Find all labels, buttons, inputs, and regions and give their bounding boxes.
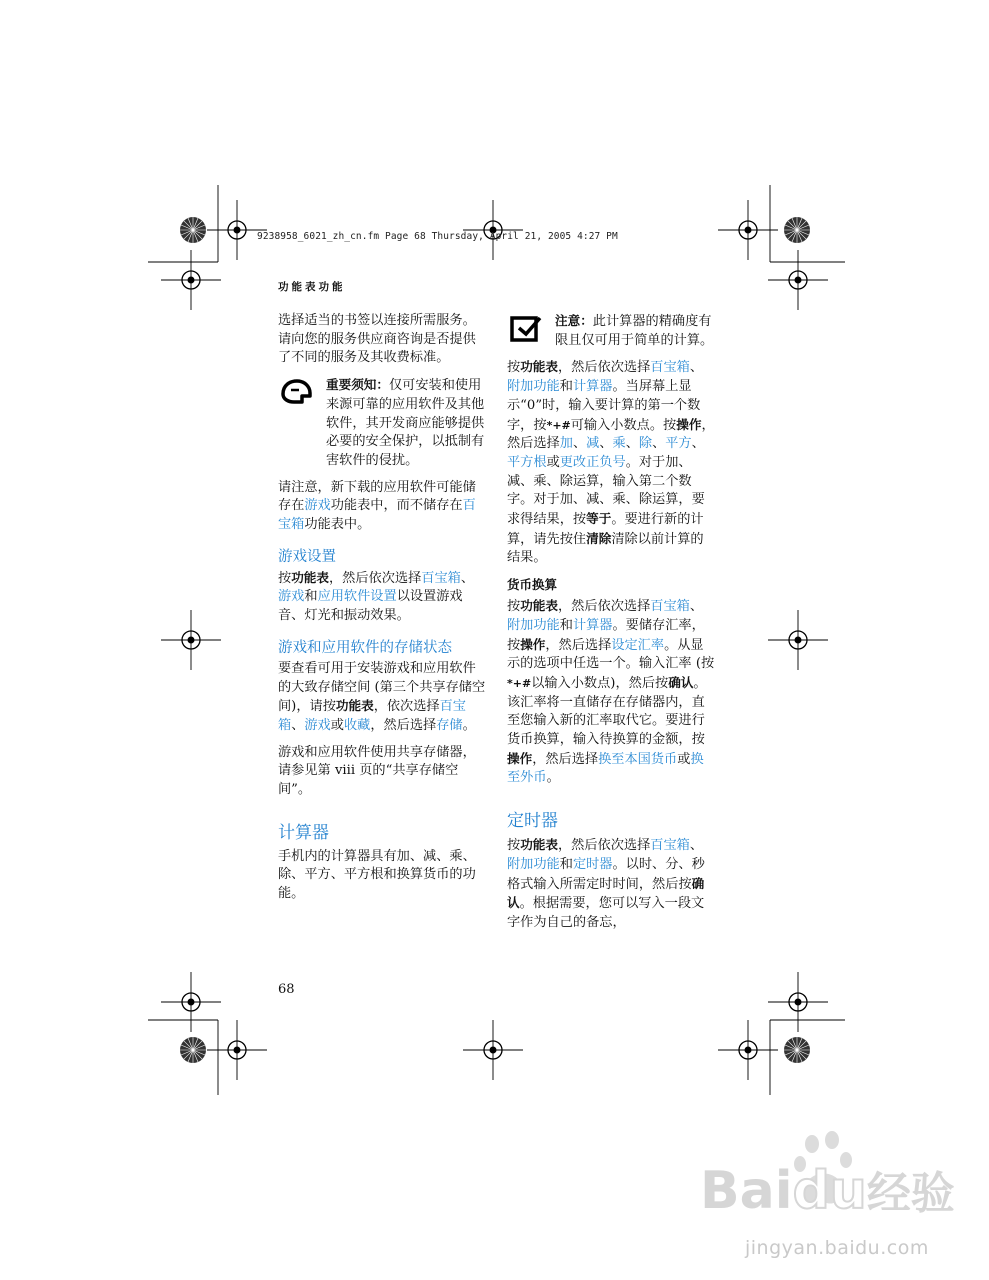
text: 、 xyxy=(689,360,704,376)
text: 。从显示的选项中任选一个。输入汇率 (按 xyxy=(507,637,715,672)
text: 和 xyxy=(559,617,573,633)
text: 、 xyxy=(689,599,704,615)
link-square[interactable]: 平方 xyxy=(665,436,692,452)
text: ，然后依次选择 xyxy=(328,570,422,586)
text: 按 xyxy=(507,599,521,615)
heading-storage-status: 游戏和应用软件的存储状态 xyxy=(278,639,452,656)
file-info-header: 9238958_6021_zh_cn.fm Page 68 Thursday, April 21, 2005 4:27 PM xyxy=(257,231,618,242)
heading-calculator: 计算器 xyxy=(278,822,329,843)
right-column xyxy=(507,312,715,941)
link-timer[interactable]: 定时器 xyxy=(572,856,613,872)
link-extras[interactable]: 附加功能 xyxy=(507,379,560,395)
timer-paragraph xyxy=(507,836,715,933)
calculator-paragraph xyxy=(507,358,715,568)
text: 或 xyxy=(546,454,560,470)
text: ，依次选择 xyxy=(373,699,440,715)
link-subtract[interactable]: 减 xyxy=(586,436,600,452)
text: 和 xyxy=(559,856,573,872)
text: ，然后依次选择 xyxy=(557,360,651,376)
link-games[interactable]: 游戏 xyxy=(304,498,331,514)
text: 。 xyxy=(462,717,476,733)
options-key: 操作 xyxy=(676,416,702,432)
link-square-root[interactable]: 平方根 xyxy=(507,454,547,470)
menu-key: 功能表 xyxy=(335,698,374,714)
text: 、 xyxy=(460,570,475,586)
equals-key: 等于 xyxy=(586,511,612,527)
important-note xyxy=(278,376,486,471)
text: 或 xyxy=(330,717,344,733)
watermark-logo-text: Baidu经验 xyxy=(700,1161,955,1221)
storage-paragraph xyxy=(278,660,486,736)
heading-currency-conversion: 货币换算 xyxy=(507,577,558,593)
menu-key: 功能表 xyxy=(520,359,558,375)
link-collection[interactable]: 百宝箱 xyxy=(650,599,690,615)
text: 。根据需要，您可以写入一段文字作为自己的备忘， xyxy=(507,896,705,930)
text: 要查看可用于安装游戏和应用软件的大致存储空间 (第三个共享存储空间)，请按 xyxy=(278,660,486,715)
note-icon xyxy=(509,314,543,351)
text: 。以时、分、秒格式输入所需定时时间，然后按 xyxy=(507,856,705,892)
text: 、 xyxy=(291,717,305,733)
text: 。要进行新的计算，请先按住 xyxy=(507,512,704,547)
text: ，然后选择 xyxy=(545,637,612,653)
text: 功能表中，而不储存在 xyxy=(330,498,463,514)
link-extras[interactable]: 附加功能 xyxy=(507,617,560,633)
link-app-settings[interactable]: 应用软件设置 xyxy=(317,589,397,605)
text: 以输入小数点)，然后按 xyxy=(531,675,669,691)
link-divide[interactable]: 除 xyxy=(638,436,653,452)
middle-marks xyxy=(161,610,828,670)
text: ，然后依次选择 xyxy=(557,838,651,854)
note-label: 注意： xyxy=(555,313,593,328)
note-text: 仅可安装和使用来源可靠的应用软件及其他软件，其开发商应能够提供必要的安全保护，以抵制有害软件的侵扰。 xyxy=(326,378,485,468)
section-label: 功能表功能 xyxy=(278,281,346,293)
link-collection[interactable]: 百宝箱 xyxy=(421,570,461,586)
link-collection[interactable]: 百宝箱 xyxy=(650,360,690,376)
options-key: 操作 xyxy=(520,636,546,652)
star-plus-hash-key-icon: *+# xyxy=(546,418,571,432)
text: 以设置游戏音、灯光和振动效果。 xyxy=(278,589,463,624)
text: 。当屏幕上显示“0”时，输入要计算的第一个数字，按 xyxy=(507,379,701,433)
ok-key: 确认 xyxy=(668,674,694,690)
link-collection[interactable]: 百宝箱 xyxy=(278,498,476,533)
text: 清除以前计算的结果。 xyxy=(507,531,704,566)
calculator-intro: 手机内的计算器具有加、减、乘、除、平方、平方根和换算货币的功能。 xyxy=(278,848,476,902)
note-label: 重要须知： xyxy=(326,377,389,393)
link-calculator[interactable]: 计算器 xyxy=(572,617,613,633)
watermark-url: jingyan.baidu.com xyxy=(745,1237,929,1259)
text: 。 xyxy=(546,770,560,786)
text: 、 xyxy=(625,436,639,452)
text: 。要储存汇率，按 xyxy=(507,617,705,653)
text: ，然后选择 xyxy=(507,417,715,452)
shared-memory-paragraph: 游戏和应用软件使用共享存储器，请参见第 viii 页的“共享存储空间”。 xyxy=(278,744,476,798)
text: 、 xyxy=(599,436,613,452)
star-plus-hash-key-icon: *+# xyxy=(507,676,532,690)
page-number: 68 xyxy=(278,982,295,997)
link-storage[interactable]: 存储 xyxy=(436,717,463,733)
link-change-sign[interactable]: 更改正负号 xyxy=(559,454,626,470)
text: 、 xyxy=(691,436,705,452)
link-collection[interactable]: 百宝箱 xyxy=(278,699,466,733)
ok-key: 确认 xyxy=(507,875,705,911)
text: ，然后依次选择 xyxy=(557,599,651,615)
text: 。对于加、减、乘、除运算，输入第二个数字。对于加、减、乘、除运算，要求得结果，按 xyxy=(507,454,705,528)
link-to-home-currency[interactable]: 换至本国货币 xyxy=(598,751,678,767)
link-games[interactable]: 游戏 xyxy=(278,589,305,605)
top-marks xyxy=(148,185,845,310)
options-key: 操作 xyxy=(507,750,533,766)
text: ，然后选择 xyxy=(532,751,599,767)
left-column xyxy=(278,312,486,912)
bottom-marks xyxy=(148,972,845,1095)
text: 、 xyxy=(572,436,587,452)
text: 按 xyxy=(278,570,292,586)
bookmark-paragraph: 选择适当的书签以连接所需服务。请向您的服务供应商咨询是否提供了不同的服务及其收费标准。 xyxy=(278,313,476,366)
link-add[interactable]: 加 xyxy=(559,436,573,452)
text: 请注意，新下载的应用软件可能储存在 xyxy=(278,479,476,514)
menu-key: 功能表 xyxy=(520,837,558,853)
text: ，然后选择 xyxy=(370,717,437,733)
link-extras[interactable]: 附加功能 xyxy=(507,856,560,872)
note-text: 此计算器的精确度有限且仅可用于简单的计算。 xyxy=(555,314,714,348)
game-settings-paragraph xyxy=(278,569,486,626)
download-paragraph xyxy=(278,479,486,535)
text: 或 xyxy=(677,751,691,767)
link-multiply[interactable]: 乘 xyxy=(612,436,626,452)
currency-paragraph xyxy=(507,597,715,788)
link-favorites[interactable]: 收藏 xyxy=(343,717,371,733)
text: 和 xyxy=(559,379,573,395)
text: 按 xyxy=(507,838,521,854)
link-set-rate[interactable]: 设定汇率 xyxy=(611,637,665,653)
calculator-note xyxy=(507,312,715,350)
link-games[interactable]: 游戏 xyxy=(304,717,331,733)
heading-timer: 定时器 xyxy=(507,811,558,832)
link-calculator[interactable]: 计算器 xyxy=(572,379,613,395)
link-to-foreign-currency[interactable]: 换至外币 xyxy=(507,751,704,786)
link-collection[interactable]: 百宝箱 xyxy=(650,838,690,854)
menu-key: 功能表 xyxy=(291,569,329,585)
heading-game-settings: 游戏设置 xyxy=(278,548,336,565)
clear-key: 清除 xyxy=(586,530,612,546)
text: 。该汇率将一直储存在存储器内，直至您输入新的汇率取代它。要进行货币换算，输入待换算的金额，按 xyxy=(507,675,707,748)
text: 、 xyxy=(652,436,666,452)
text: 按 xyxy=(507,360,521,376)
text: 、 xyxy=(689,838,704,854)
warning-hand-icon xyxy=(280,378,314,415)
text: 功能表中。 xyxy=(304,517,371,533)
text: 可输入小数点。按 xyxy=(570,417,677,433)
menu-key: 功能表 xyxy=(520,598,558,614)
baidu-jingyan-watermark-logo xyxy=(700,1130,960,1230)
text: 和 xyxy=(304,589,318,605)
